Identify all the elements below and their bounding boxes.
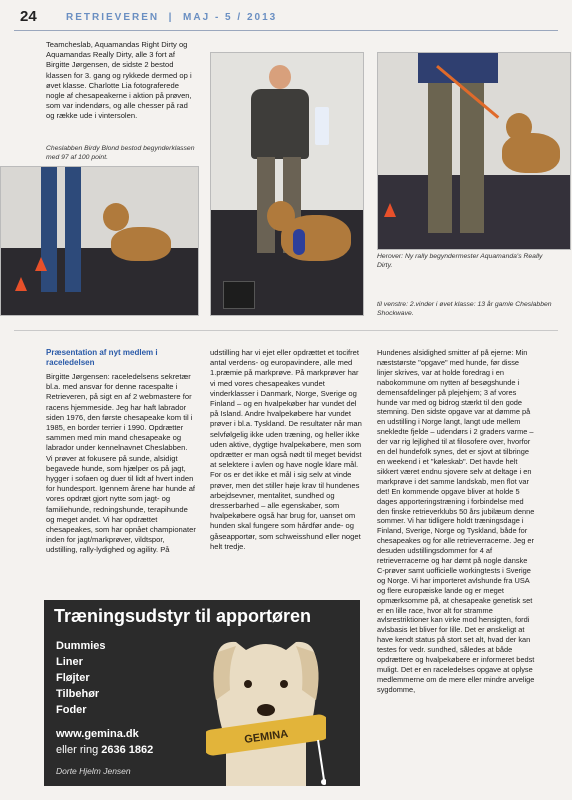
caption-shockwave: til venstre: 2.vinder i øvet klasse: 13 år gamle Cheslabben Shockwave. bbox=[377, 301, 552, 317]
photo-dog-leash-right bbox=[377, 52, 571, 250]
labrador-with-dummy-image bbox=[206, 630, 326, 786]
ad-item: Dummies bbox=[56, 640, 106, 652]
caption-really-dirty: Herover: Ny rally begyndermester Aquamanda's Really Dirty. bbox=[377, 253, 543, 269]
page-header bbox=[14, 8, 554, 28]
article-column-3: Hundenes alsidighed smitter af på ejerne: Min næststørste "opgave" med hunde, før disse linjer skrives, var at holde foredrag i en nabokommune om nytten af besøgshunde i demensafdelinger på plejehjem; 3 af vores hunde var med og bidrog stærkt til den gode stemning. Den sidste opgave var at dømme på en udstilling i Norge langt, langt ude mellem snekledte fjelde – udendørs i 2 graders varme – der var rig lejlighed til at filosofere over, hvorfor en del hundefolk synes, det er sjovt at tilbringe en weekend i et "køleskab". Det havde helt sikkert været endnu sjovere selv at deltage i en markprøve i det samme landskab, men flot var det! En kommende opgave bliver at holde 5 dages apporteringstræning i forbindelse med den finske retrieverklubs 50 års jubilæum denne sommer. Vi har tidligere holdt træningsdage i Finland, Sverige, Norge og Tyskland, både for chesapeakes og for alle retrieverracerne. Jeg er desuden udstillingsdommer for 4 af retrieverracerne og har dømt på nogle danske C-prøver samt uofficielle workingtests i Sverige og Norge. Vi har importeret avlshunde fra USA og flere europæiske lande og er meget opmærksomme på, at chesapeake genetisk set er en lille race, hvor alt for stramme avlsrestriktioner kan virke mod hensigten, fordi avlsbasis let bliver for lille. Det er ønskeligt at have kendt status på stort set alt, hvad der kan testes for vedr. sundhed, således at både opdrættere og hvalpekøbere er informeret bedst muligt. Det er en raceledelses opgave at oplyse medlemmerne om de mere eller mindre arvelige sygdomme, bbox=[377, 348, 535, 694]
magazine-title: RETRIEVEREN | MAJ - 5 / 2013 bbox=[66, 12, 278, 23]
ad-website: www.gemina.dk bbox=[56, 728, 139, 740]
header-rule bbox=[14, 30, 558, 31]
section-title: Præsentation af nyt medlem i raceledelsen bbox=[46, 348, 158, 367]
ad-phone: eller ring 2636 1862 bbox=[56, 744, 154, 756]
ad-product-list bbox=[56, 638, 106, 718]
ad-item: Foder bbox=[56, 704, 87, 716]
ad-author: Dorte Hjelm Jensen bbox=[56, 766, 131, 776]
photo-dog-handler-left bbox=[0, 166, 199, 316]
dummy-brand-label: GEMINA bbox=[243, 727, 289, 746]
caption-birdy-blond: Cheslabben Birdy Blond bestod begynderklassen med 97 af 100 point. bbox=[46, 145, 195, 161]
issue-label: MAJ - 5 / 2013 bbox=[183, 12, 278, 23]
section-divider bbox=[14, 330, 558, 331]
article-column-1: Birgitte Jørgensen: raceledelsens sekretær bl.a. med ansvar for denne racespalte i Retrieveren, på sigt en af 2 webmastere for racens hjemmeside. Jeg har haft labrador siden 1976, den første chesapeake kom til i 1985, en border terrier i 1990. Opdrætter sammen med min mand chesapeake og labrador under kennelnavnet Cheslabben. Vi prøver at fokusere på sunde, alsidigt begavede hunde, som hjælper os på jagt, hygger i sofaen og duer til lidt af hvert inden for hundesport. Igennem årene har hunde af vores opdræt gjort nytte som jagt- og familiehunde, redningshunde, terapihunde og meget andet. Vi har opdrættet chesapeakes, som har opnået championater inden for jagt/markprøver, vildtspor, udstilling, rally-lydighed og agility. På bbox=[46, 372, 196, 555]
intro-text: Teamcheslab, Aquamandas Right Dirty og Aquamandas Really Dirty, alle 3 fort af Birgitte Jørgensen, de sidste 2 bestod klassen for 3. gang og rykkede dermed op i øvet klasse. Charlotte Lia fotograferede nogle af chesapeakerne i aktion på prøven, som var indendørs, og alle chesser på rad og række ude i vintersolen. bbox=[46, 40, 192, 121]
ad-title: Træningsudstyr til apportøren bbox=[54, 606, 312, 626]
advertisement-gemina bbox=[44, 600, 360, 786]
ad-item: Fløjter bbox=[56, 672, 90, 684]
ad-item: Liner bbox=[56, 656, 83, 668]
ad-item: Tilbehør bbox=[56, 688, 100, 700]
photo-man-dog-rosette bbox=[210, 52, 364, 316]
page-number: 24 bbox=[20, 8, 37, 25]
article-column-2: udstilling har vi ejet eller opdrættet et tocifret antal verdens- og europavindere, alle med 1.præmie på markprøve. På markprøver har vi med vores chesapeakes vundet vinderklasser i Danmark, Norge, Sverige og Finland – og en hvalpekøber har vundet del på Island. Andre hvalpekøbere har vundet prøver i bl.a. Tyskland. De resultater når man selvfølgelig ikke uden træning, og heller ikke uden aktive, dygtige hvalpekøbere, men som opdrætter er man også nødt til meget bevidst at selektere i avlen og have nogle klare mål. For os er det ikke et mål i sig selv at vinde prøver, men det stiller høje krav til hundenes arbejdsevner, mentalitet, sundhed og dresserbarhed – alle egenskaber, som hvalpekøbere også har brug for, uanset om hunden skal fungere som hårdfør ande- og gåseapportør, som schweisshund eller noget helt tredje. bbox=[210, 348, 362, 551]
